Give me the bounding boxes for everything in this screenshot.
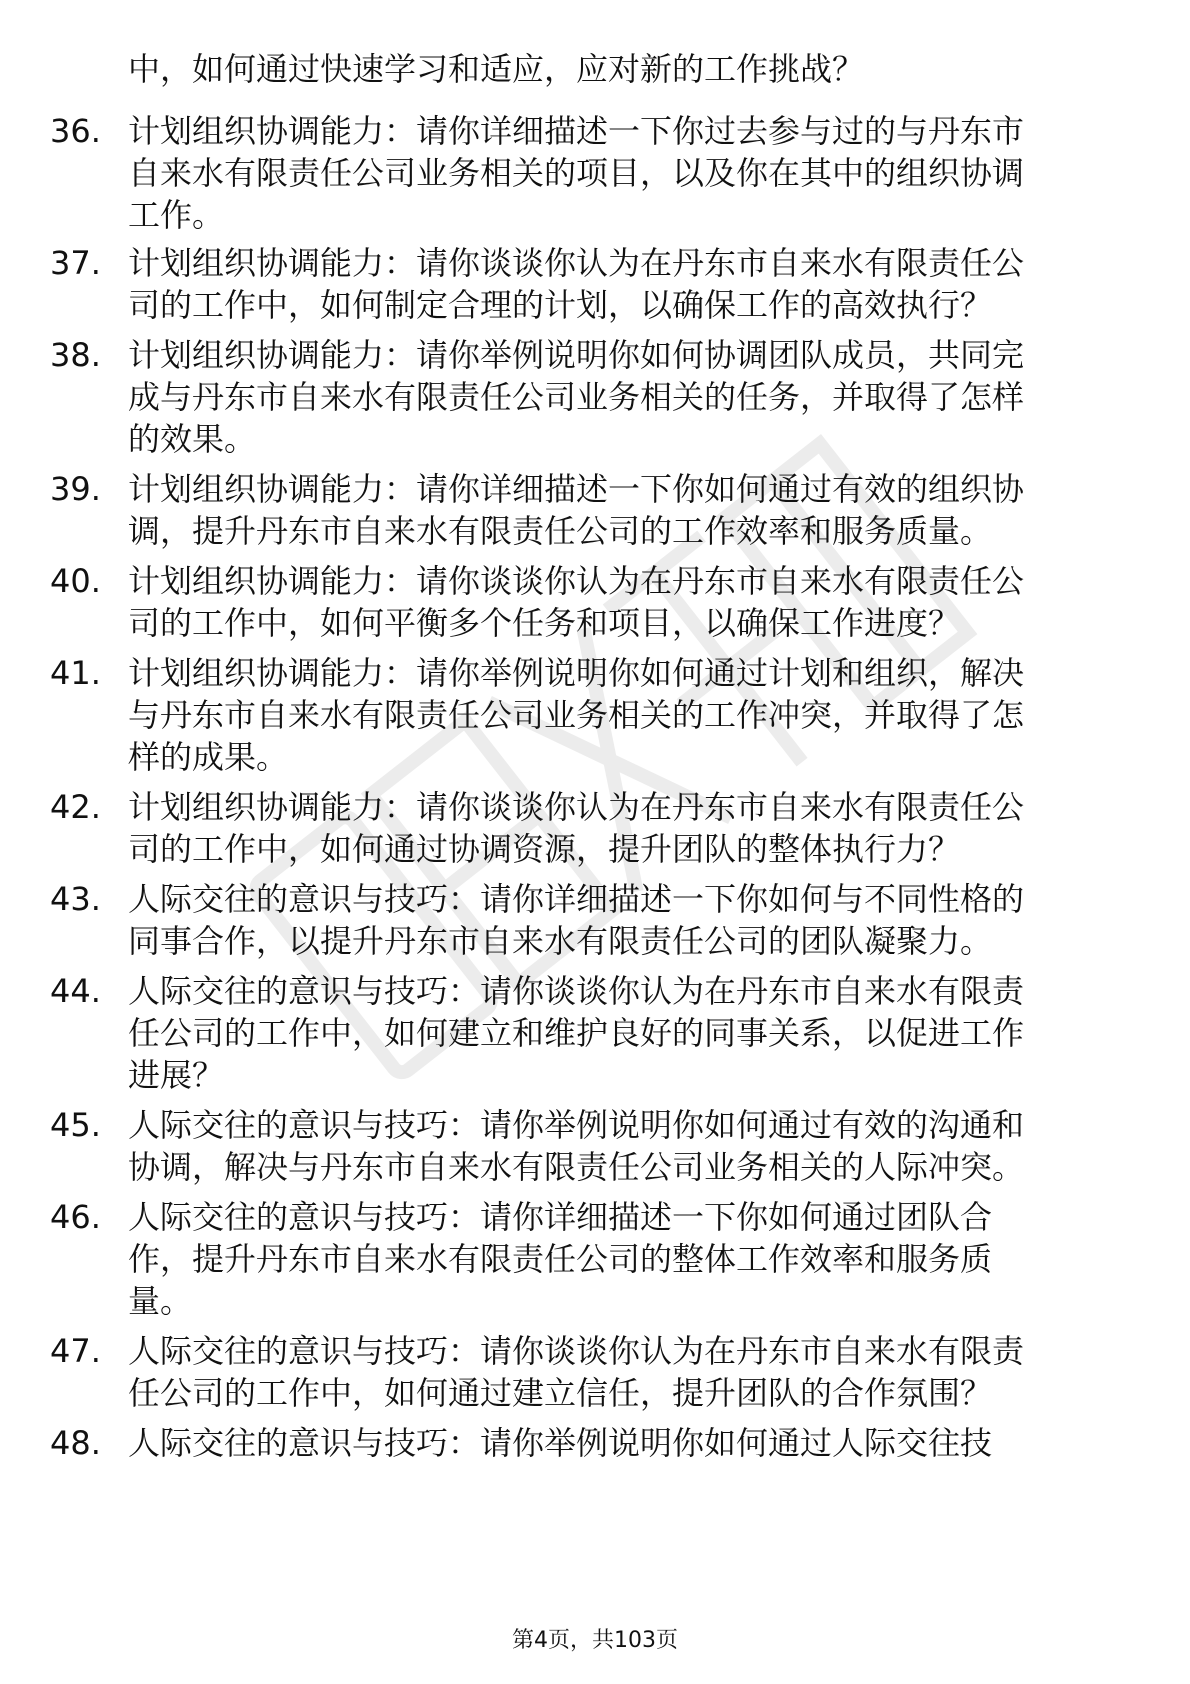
question-number: 38. <box>50 336 101 374</box>
question-text <box>128 242 1118 326</box>
question-line: 人际交往的意识与技巧：请你详细描述一下你如何通过团队合 <box>128 1198 993 1236</box>
question-line: 计划组织协调能力：请你详细描述一下你过去参与过的与丹东市 <box>128 112 1025 150</box>
question-line: 司的工作中，如何制定合理的计划，以确保工作的高效执行？ <box>128 286 993 324</box>
question-line: 成与丹东市自来水有限责任公司业务相关的任务，并取得了怎样 <box>128 378 1025 416</box>
question-line: 协调，解决与丹东市自来水有限责任公司业务相关的人际冲突。 <box>128 1148 1025 1186</box>
question-line: 的效果。 <box>128 420 257 458</box>
continued-question-text: 中，如何通过快速学习和适应，应对新的工作挑战？ <box>128 50 865 88</box>
question-text <box>128 468 1118 552</box>
question-line: 司的工作中，如何平衡多个任务和项目，以确保工作进度？ <box>128 604 961 642</box>
question-number: 46. <box>50 1198 101 1236</box>
question-text <box>128 878 1118 962</box>
question-number: 41. <box>50 654 101 692</box>
question-line: 进展？ <box>128 1056 225 1094</box>
question-text <box>128 1330 1118 1414</box>
question-line: 任公司的工作中，如何通过建立信任，提升团队的合作氛围？ <box>128 1374 993 1412</box>
question-line: 与丹东市自来水有限责任公司业务相关的工作冲突，并取得了怎 <box>128 696 1025 734</box>
question-line: 工作。 <box>128 196 225 234</box>
question-text <box>128 560 1118 644</box>
question-line: 计划组织协调能力：请你详细描述一下你如何通过有效的组织协 <box>128 470 1025 508</box>
question-number: 44. <box>50 972 101 1010</box>
question-line: 调，提升丹东市自来水有限责任公司的工作效率和服务质量。 <box>128 512 993 550</box>
question-number: 37. <box>50 244 101 282</box>
question-number: 39. <box>50 470 101 508</box>
question-number: 40. <box>50 562 101 600</box>
question-text <box>128 334 1118 460</box>
question-line: 人际交往的意识与技巧：请你举例说明你如何通过人际交往技 <box>128 1424 993 1462</box>
question-text <box>128 1422 1118 1464</box>
question-line: 任公司的工作中，如何建立和维护良好的同事关系，以促进工作 <box>128 1014 1025 1052</box>
question-text <box>128 110 1118 236</box>
question-number: 36. <box>50 112 101 150</box>
question-line: 计划组织协调能力：请你举例说明你如何通过计划和组织，解决 <box>128 654 1025 692</box>
question-text <box>128 1104 1118 1188</box>
question-number: 48. <box>50 1424 101 1462</box>
question-line: 司的工作中，如何通过协调资源，提升团队的整体执行力？ <box>128 830 961 868</box>
question-number: 45. <box>50 1106 101 1144</box>
question-line: 量。 <box>128 1282 193 1320</box>
question-line: 作，提升丹东市自来水有限责任公司的整体工作效率和服务质 <box>128 1240 993 1278</box>
question-number: 43. <box>50 880 101 918</box>
question-line: 人际交往的意识与技巧：请你谈谈你认为在丹东市自来水有限责 <box>128 972 1025 1010</box>
question-text <box>128 1196 1118 1322</box>
question-line: 样的成果。 <box>128 738 289 776</box>
question-number: 47. <box>50 1332 101 1370</box>
page-footer: 第4页，共103页 <box>512 1628 678 1653</box>
question-line: 计划组织协调能力：请你谈谈你认为在丹东市自来水有限责任公 <box>128 244 1025 282</box>
question-line: 人际交往的意识与技巧：请你谈谈你认为在丹东市自来水有限责 <box>128 1332 1025 1370</box>
question-text <box>128 970 1118 1096</box>
question-text <box>128 652 1118 778</box>
question-text <box>128 786 1118 870</box>
question-line: 人际交往的意识与技巧：请你详细描述一下你如何与不同性格的 <box>128 880 1025 918</box>
question-line: 计划组织协调能力：请你谈谈你认为在丹东市自来水有限责任公 <box>128 562 1025 600</box>
question-line: 人际交往的意识与技巧：请你举例说明你如何通过有效的沟通和 <box>128 1106 1025 1144</box>
question-line: 计划组织协调能力：请你谈谈你认为在丹东市自来水有限责任公 <box>128 788 1025 826</box>
question-line: 同事合作，以提升丹东市自来水有限责任公司的团队凝聚力。 <box>128 922 993 960</box>
question-line: 自来水有限责任公司业务相关的项目，以及你在其中的组织协调 <box>128 154 1025 192</box>
question-line: 计划组织协调能力：请你举例说明你如何协调团队成员，共同完 <box>128 336 1025 374</box>
question-number: 42. <box>50 788 101 826</box>
